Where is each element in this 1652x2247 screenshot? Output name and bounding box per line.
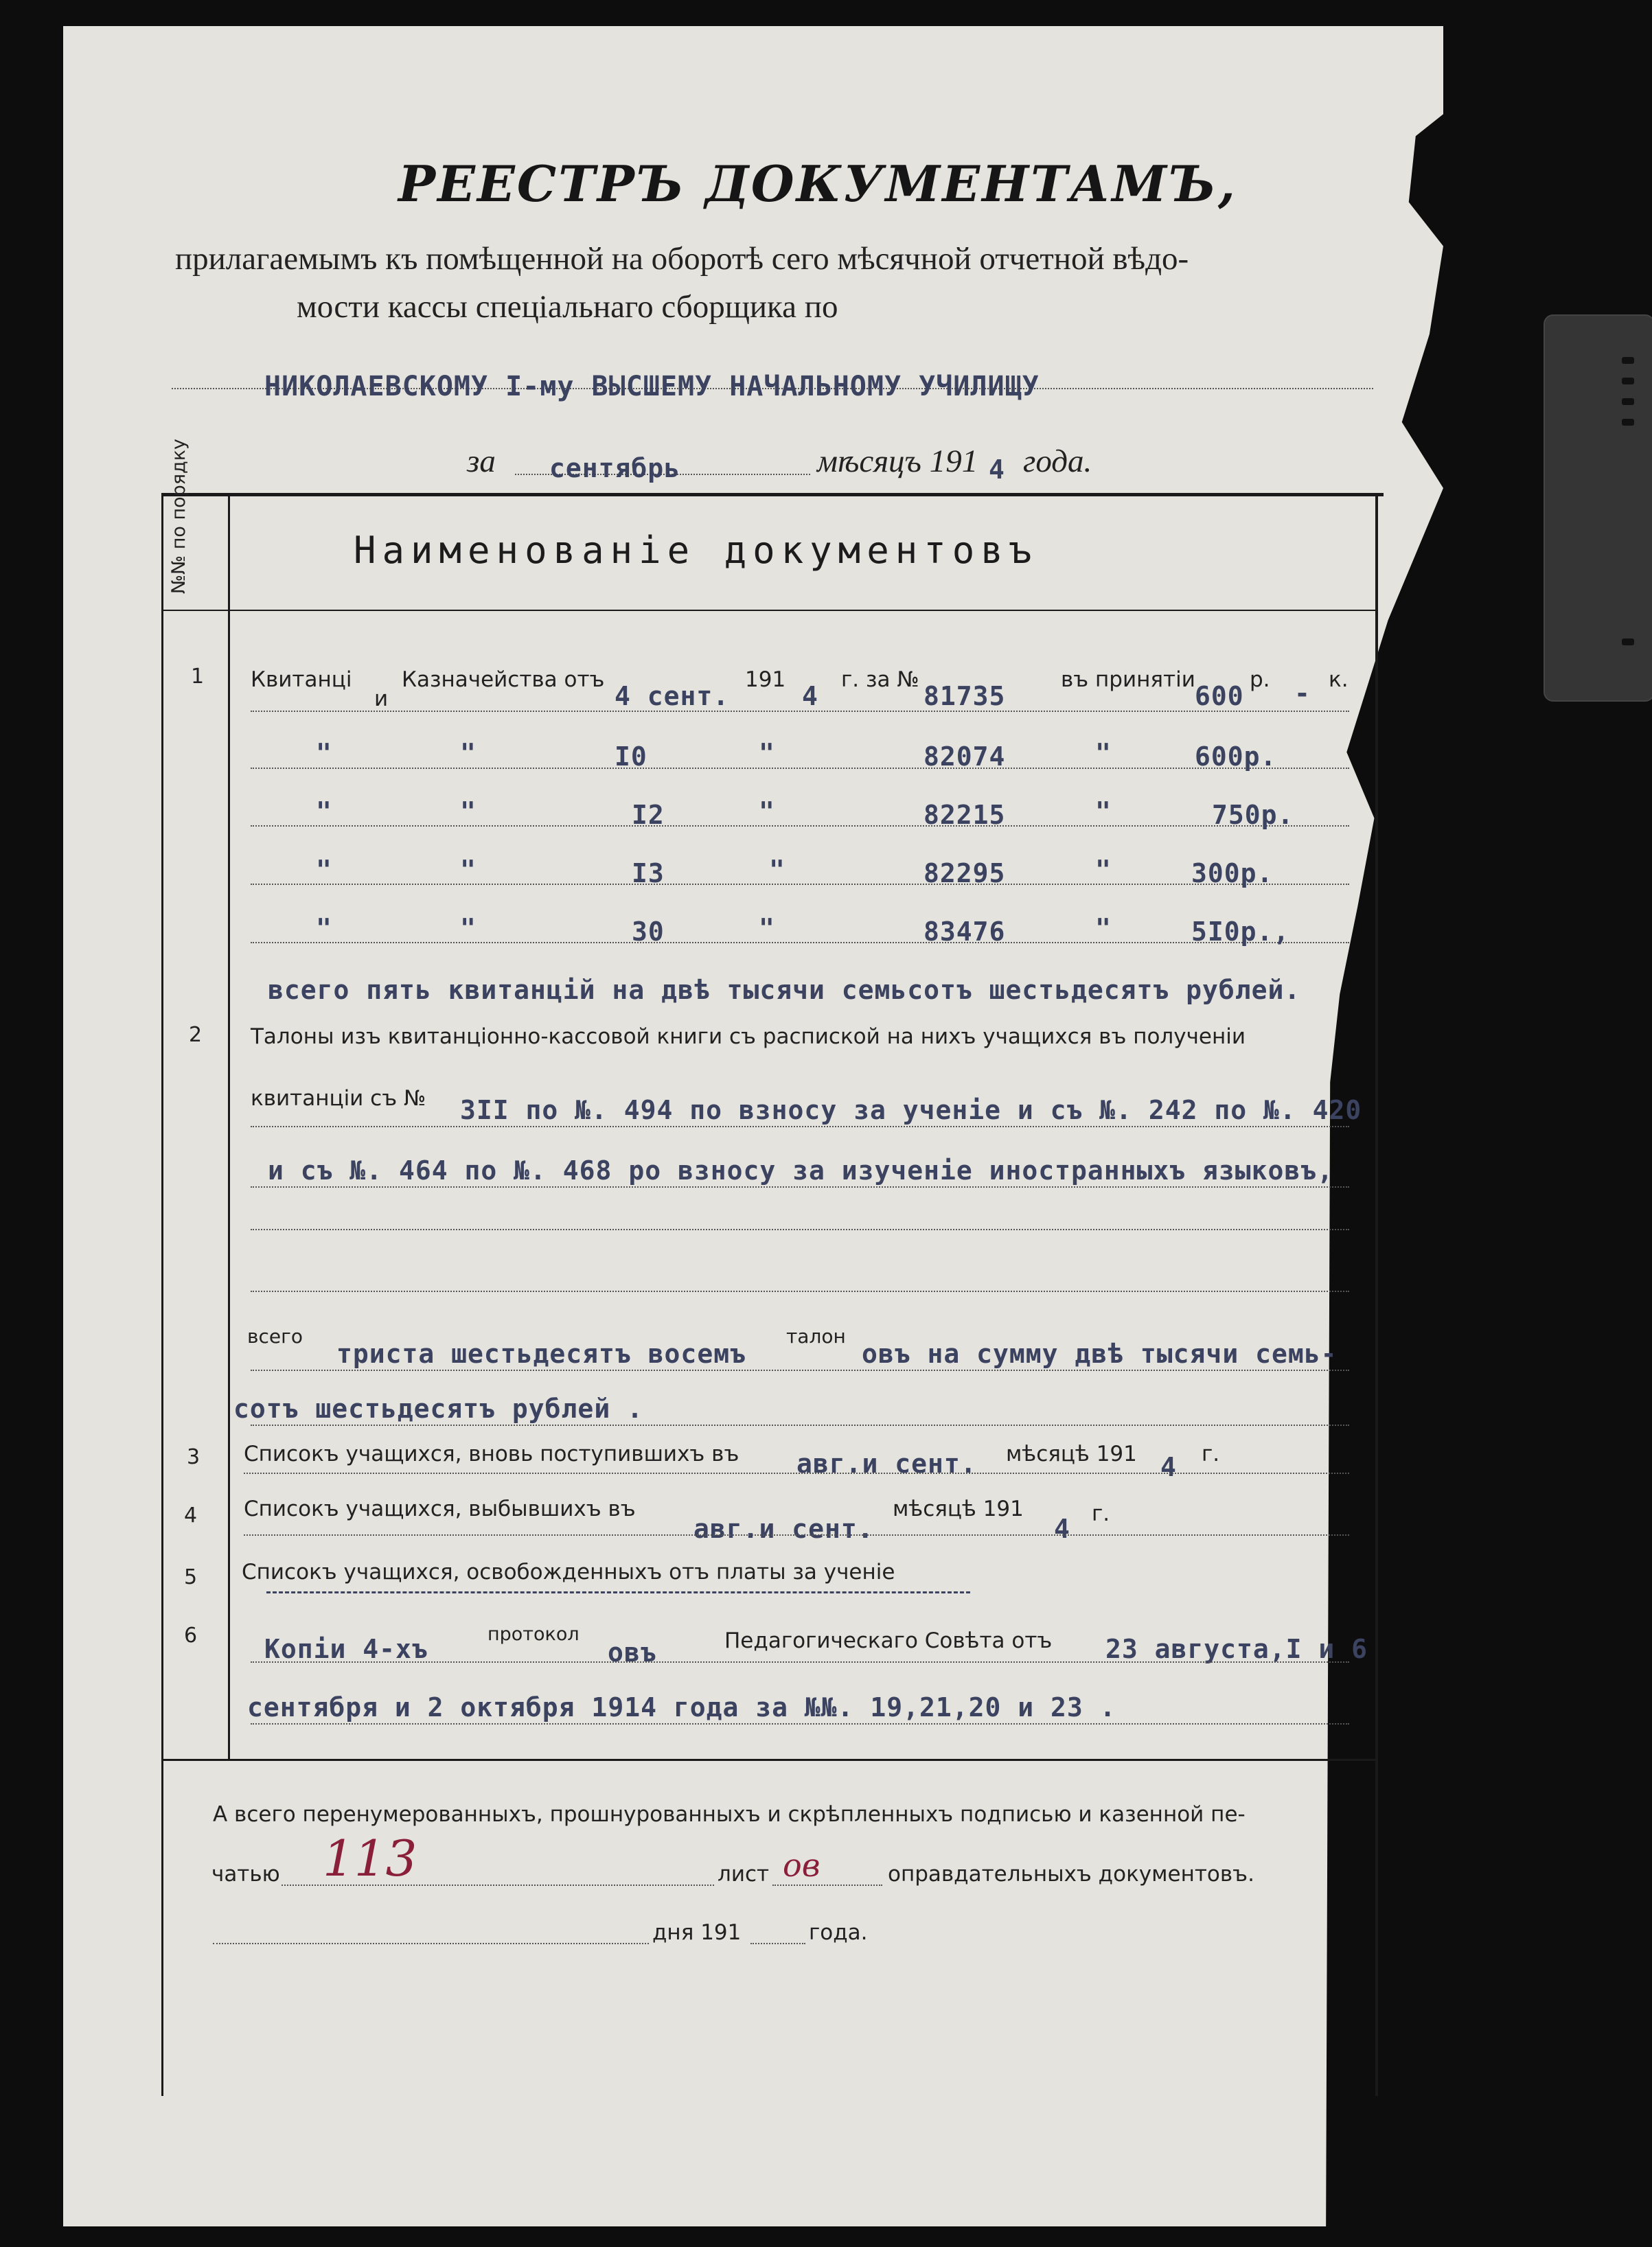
ditto-mark: " xyxy=(316,738,332,768)
row-3-mesyatse: мѣсяцѣ 191 xyxy=(1006,1442,1137,1466)
row-2-typed-3: триста шестьдесятъ восемъ xyxy=(336,1339,746,1369)
row-3-g: г. xyxy=(1202,1442,1220,1466)
footer-line-1: А всего перенумерованныхъ, прошнурованныхъ и скрѣпленныхъ подписью и казенной пе- xyxy=(213,1802,1246,1827)
row-6-kopii: Копіи 4-хъ xyxy=(264,1634,428,1664)
col-num-header: №№ по порядку xyxy=(168,438,190,594)
row-3-year: 4 xyxy=(1160,1452,1177,1482)
row-1-v-prinyatii: въ принятіи xyxy=(1061,667,1195,692)
sub-row-sum: 750р. xyxy=(1212,800,1294,830)
row-1-k: к. xyxy=(1329,667,1349,692)
sub-row-sum: 5I0р., xyxy=(1191,917,1290,947)
binder-clip xyxy=(1544,314,1652,702)
report-year-digit: 4 xyxy=(989,454,1005,485)
footer-goda: года. xyxy=(809,1920,868,1945)
ditto-mark: " xyxy=(316,855,332,885)
row-4-typed: авг.и сент. xyxy=(693,1514,874,1544)
table-left-border xyxy=(161,493,163,2096)
report-month: сентябрь xyxy=(549,453,681,483)
page-title: РЕЕСТРЪ ДОКУМЕНТАМЪ, xyxy=(398,154,1237,213)
ditto-mark: " xyxy=(759,913,775,943)
footer-opravd: оправдательныхъ документовъ. xyxy=(888,1862,1254,1887)
ditto-mark: " xyxy=(316,796,332,827)
institution-name: НИКОЛАЕВСКОМУ I-му ВЫСШЕМУ НАЧАЛЬНОМУ УЧИЛИЩУ xyxy=(264,371,1040,402)
sub-row-sum: 300р. xyxy=(1191,858,1274,888)
row-4-year: 4 xyxy=(1054,1514,1070,1544)
goda-label: года. xyxy=(1023,443,1092,479)
row-1-label-b: Казначейства отъ xyxy=(402,667,605,692)
row-6-line-2: сентября и 2 октября 1914 года за №№. 19,21,20 и 23 . xyxy=(247,1692,1116,1722)
ditto-mark: " xyxy=(1095,796,1112,827)
row-6-protokol: протокол xyxy=(487,1624,580,1645)
row-2-num: 2 xyxy=(189,1023,203,1047)
row-1-date: 4 сент. xyxy=(615,681,730,711)
row-1-year-prefix: 191 xyxy=(745,667,786,692)
ditto-mark: " xyxy=(759,738,775,768)
row-1-r: р. xyxy=(1250,667,1270,692)
sub-row-day: I2 xyxy=(632,800,665,830)
sub-row-day: 30 xyxy=(632,917,665,947)
sub-row-day: I3 xyxy=(632,858,665,888)
ditto-mark: " xyxy=(460,796,477,827)
row-1-number: 81735 xyxy=(923,681,1006,711)
ditto-mark: " xyxy=(460,855,477,885)
ditto-mark: " xyxy=(316,913,332,943)
row-2-typed-5: сотъ шестьдесятъ рублей . xyxy=(233,1394,643,1424)
row-6-dates: 23 августа,I и 6 xyxy=(1105,1634,1368,1664)
subtitle-line-1: прилагаемымъ къ помѣщенной на оборотѣ сего мѣсячной отчетной вѣдо- xyxy=(175,241,1189,277)
za-label: за xyxy=(467,443,496,479)
header-divider xyxy=(161,610,1377,611)
row-4-mesyatse: мѣсяцѣ 191 xyxy=(893,1497,1024,1521)
row-6-num: 6 xyxy=(184,1624,198,1648)
ditto-mark: " xyxy=(460,738,477,768)
sub-row-number: 82215 xyxy=(923,800,1006,830)
col-name-header: Наименованіе документовъ xyxy=(354,529,1038,572)
row-6-ov: овъ xyxy=(608,1637,657,1668)
row-1-label-a: Квитанці xyxy=(251,667,352,692)
row-3-typed: авг.и сент. xyxy=(796,1449,977,1479)
row-1-label-i: и xyxy=(374,687,389,711)
row-1-dash: - xyxy=(1294,678,1311,708)
row-5-label: Списокъ учащихся, освобожденныхъ отъ платы за ученіе xyxy=(242,1560,895,1585)
row-5-underline xyxy=(266,1591,970,1593)
row-1-g-za: г. за № xyxy=(841,667,919,692)
footer-list: лист xyxy=(718,1862,770,1887)
row-2-talon: талон xyxy=(786,1325,846,1348)
row-1-amount: 600 xyxy=(1195,681,1244,711)
document-count-handwritten: 113 xyxy=(323,1830,417,1887)
ditto-mark: " xyxy=(1095,738,1112,768)
row-5-num: 5 xyxy=(184,1565,198,1589)
list-suffix-handwritten: ов xyxy=(783,1847,821,1884)
table-right-border xyxy=(1375,493,1378,2096)
row-2-typed-2: и съ №. 464 по №. 468 ро взносу за изученіе иностранныхъ языковъ, xyxy=(268,1155,1334,1186)
row-4-label: Списокъ учащихся, выбывшихъ въ xyxy=(244,1497,636,1521)
row-2-vsego: всего xyxy=(247,1325,303,1348)
sub-row-number: 82074 xyxy=(923,741,1006,772)
sub-row-number: 82295 xyxy=(923,858,1006,888)
row-3-label: Списокъ учащихся, вновь поступившихъ въ xyxy=(244,1442,739,1466)
ditto-mark: " xyxy=(1095,855,1112,885)
row-1-year: 4 xyxy=(802,681,818,711)
row-6-soveta: Педагогическаго Совѣта отъ xyxy=(724,1628,1053,1653)
row-3-num: 3 xyxy=(187,1445,200,1469)
row-4-g: г. xyxy=(1092,1501,1110,1526)
subtitle-line-2: мости кассы спеціальнаго сборщика по xyxy=(297,289,838,325)
row-2-typed-4: овъ на сумму двѣ тысячи семь- xyxy=(862,1339,1338,1369)
sub-row-number: 83476 xyxy=(923,917,1006,947)
footer-chatyu: чатью xyxy=(211,1862,280,1887)
sub-row-sum: 600р. xyxy=(1195,741,1277,772)
row-2-typed-1: 3II по №. 494 по взносу за ученіе и съ №. 242 по №. 420 xyxy=(460,1095,1362,1125)
row-2-line-1: Талоны изъ квитанціонно-кассовой книги съ распиской на нихъ учащихся въ полученіи xyxy=(251,1024,1246,1049)
mesyats-label: мѣсяцъ 191 xyxy=(817,443,978,479)
ditto-mark: " xyxy=(759,796,775,827)
table-bottom-divider xyxy=(161,1759,1377,1761)
table-top-border xyxy=(161,493,1384,496)
row-1-total: всего пять квитанцій на двѣ тысячи семьсотъ шестьдесятъ рублей. xyxy=(268,975,1301,1005)
footer-dnya: дня 191 xyxy=(652,1920,742,1945)
sub-row-day: I0 xyxy=(615,741,647,772)
row-1-num: 1 xyxy=(191,665,205,689)
ditto-mark: " xyxy=(769,855,785,885)
row-4-num: 4 xyxy=(184,1503,198,1528)
ditto-mark: " xyxy=(460,913,477,943)
ditto-mark: " xyxy=(1095,913,1112,943)
row-2-kvitantsii: квитанціи съ № xyxy=(251,1086,426,1111)
column-divider xyxy=(228,493,230,1760)
